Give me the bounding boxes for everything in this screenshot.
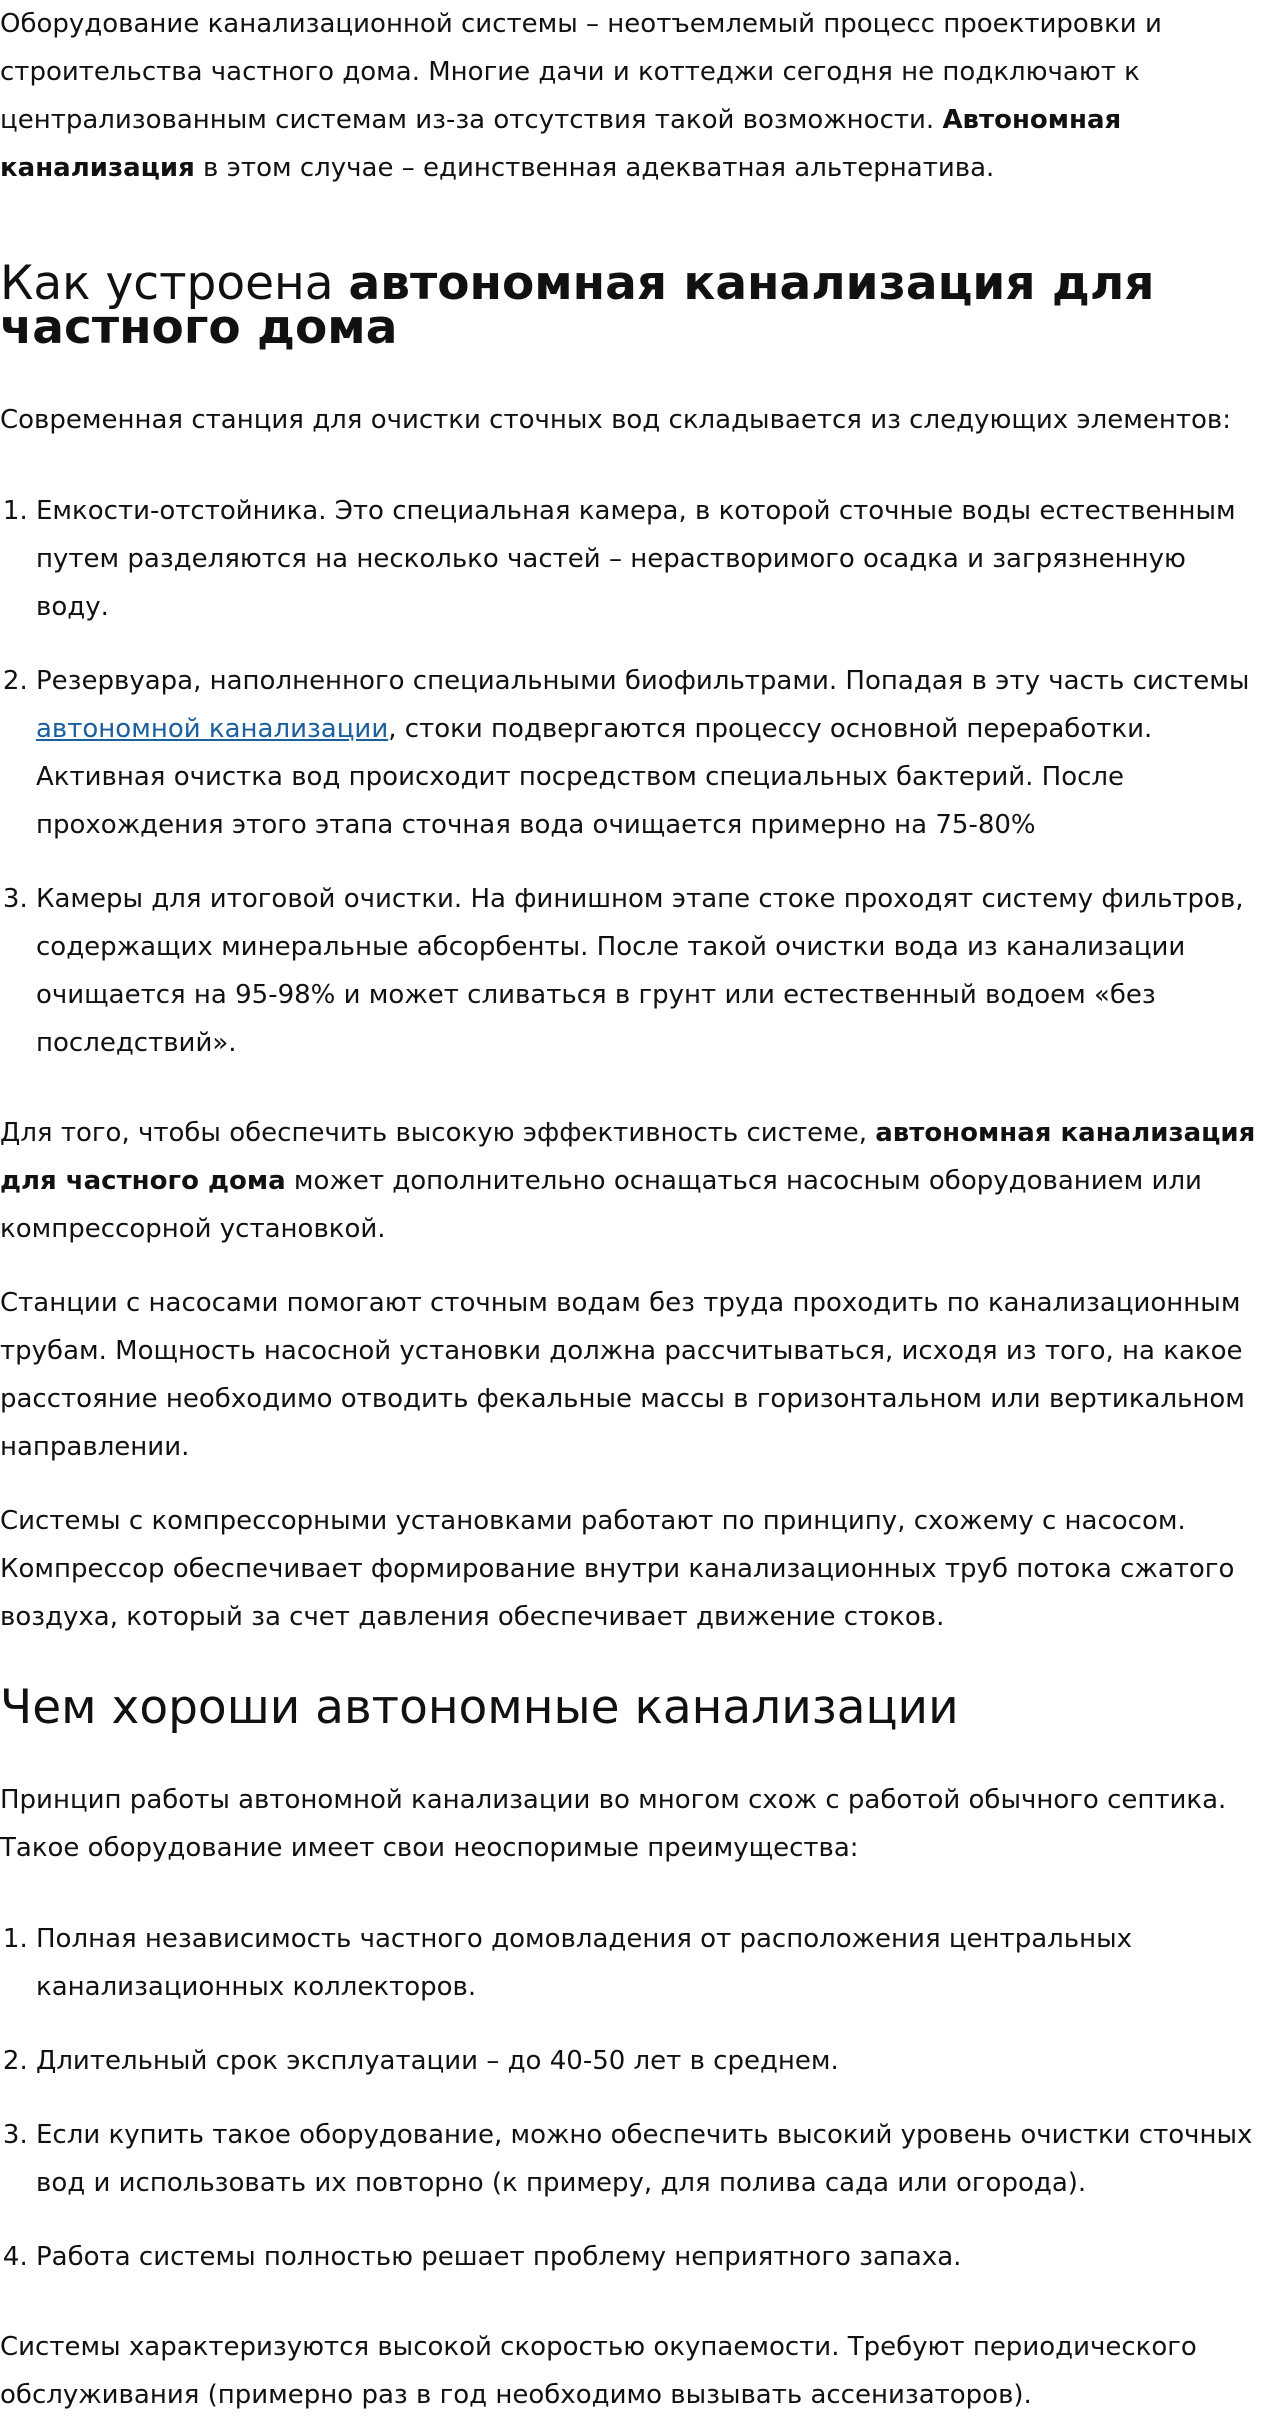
intro-paragraph <box>0 0 1266 192</box>
efficiency-text-2: может дополнительно оснащаться насосным оборудованием или компрессорной установкой. <box>0 1166 1202 1244</box>
efficiency-bold: автономная канализация для частного дома <box>0 1118 1256 1196</box>
section-2-lead: Принцип работы автономной канализации во многом схож с работой обычного септика. Такое оборудование имеет свои неоспоримые преимущества: <box>0 1785 1227 1863</box>
list-item-text-before: Резервуара, наполненного специальными биофильтрами. Попадая в эту часть системы <box>36 666 1250 696</box>
advantages-list <box>0 1915 1266 2281</box>
list-item: 2. Длительный срок эксплуатации – до 40-50 лет в среднем. <box>36 2037 1266 2085</box>
list-item <box>36 875 1266 1067</box>
section-1-heading-plain: Как устроена <box>0 256 349 311</box>
section-1-lead: Современная станция для очистки сточных вод складывается из следующих элементов: <box>0 405 1232 435</box>
pumps-paragraph: Станции с насосами помогают сточным водам без труда проходить по канализационным трубам. Мощность насосной установки должна рассчитываться, исходя из того, на какое расстояние необходимо отводить фекальные массы в горизонтальном или вертикальном направлении. <box>0 1288 1245 1462</box>
section-2-heading: Чем хороши автономные канализации <box>0 1680 959 1735</box>
autonomous-sewer-link[interactable]: автономной канализации <box>36 714 389 744</box>
components-list <box>0 487 1266 1067</box>
list-item: 1. Полная независимость частного домовладения от расположения центральных канализационных коллекторов. <box>36 1915 1266 2011</box>
list-item: 3. Если купить такое оборудование, можно обеспечить высокий уровень очистки сточных вод и использовать их повторно (к примеру, для полива сада или огорода). <box>36 2111 1266 2207</box>
list-item <box>36 657 1266 849</box>
list-item <box>36 487 1266 631</box>
intro-text-1: Оборудование канализационной системы – неотъемлемый процесс проектировки и строительства частного дома. Многие дачи и коттеджи сегодня не подключают к централизованным системам из-за отсутствия такой возможности. <box>0 9 1162 135</box>
section-1-heading <box>0 256 1266 355</box>
payback-paragraph: Системы характеризуются высокой скоростью окупаемости. Требуют периодического обслуживания (примерно раз в год необходимо вызывать ассенизаторов). <box>0 2332 1197 2410</box>
list-item: 4. Работа системы полностью решает проблему неприятного запаха. <box>36 2233 1266 2281</box>
intro-bold: Автономная канализация <box>0 105 1122 183</box>
list-item-text-after: , стоки подвергаются процессу основной переработки. Активная очистка вод происходит посредством специальных бактерий. После прохождения этого этапа сточная вода очищается примерно на 75-80% <box>36 714 1153 840</box>
efficiency-paragraph <box>0 1109 1266 1253</box>
intro-text-2: в этом случае – единственная адекватная альтернатива. <box>194 153 995 183</box>
compressor-paragraph: Системы с компрессорными установками работают по принципу, схожему с насосом. Компрессор обеспечивает формирование внутри канализационных труб потока сжатого воздуха, который за счет давления обеспечивает движение стоков. <box>0 1506 1235 1632</box>
list-item-text: Емкости-отстойника. Это специальная камера, в которой сточные воды естественным путем разделяются на несколько частей – нерастворимого осадка и загрязненную воду. <box>36 496 1236 622</box>
section-1-heading-bold: автономная канализация для частного дома <box>0 256 1155 355</box>
list-item-text: Камеры для итоговой очистки. На финишном этапе стоке проходят систему фильтров, содержащих минеральные абсорбенты. После такой очистки вода из канализации очищается на 95-98% и может сливаться в грунт или естественный водоем «без последствий». <box>36 884 1244 1058</box>
efficiency-text-1: Для того, чтобы обеспечить высокую эффективность системе, <box>0 1118 876 1148</box>
